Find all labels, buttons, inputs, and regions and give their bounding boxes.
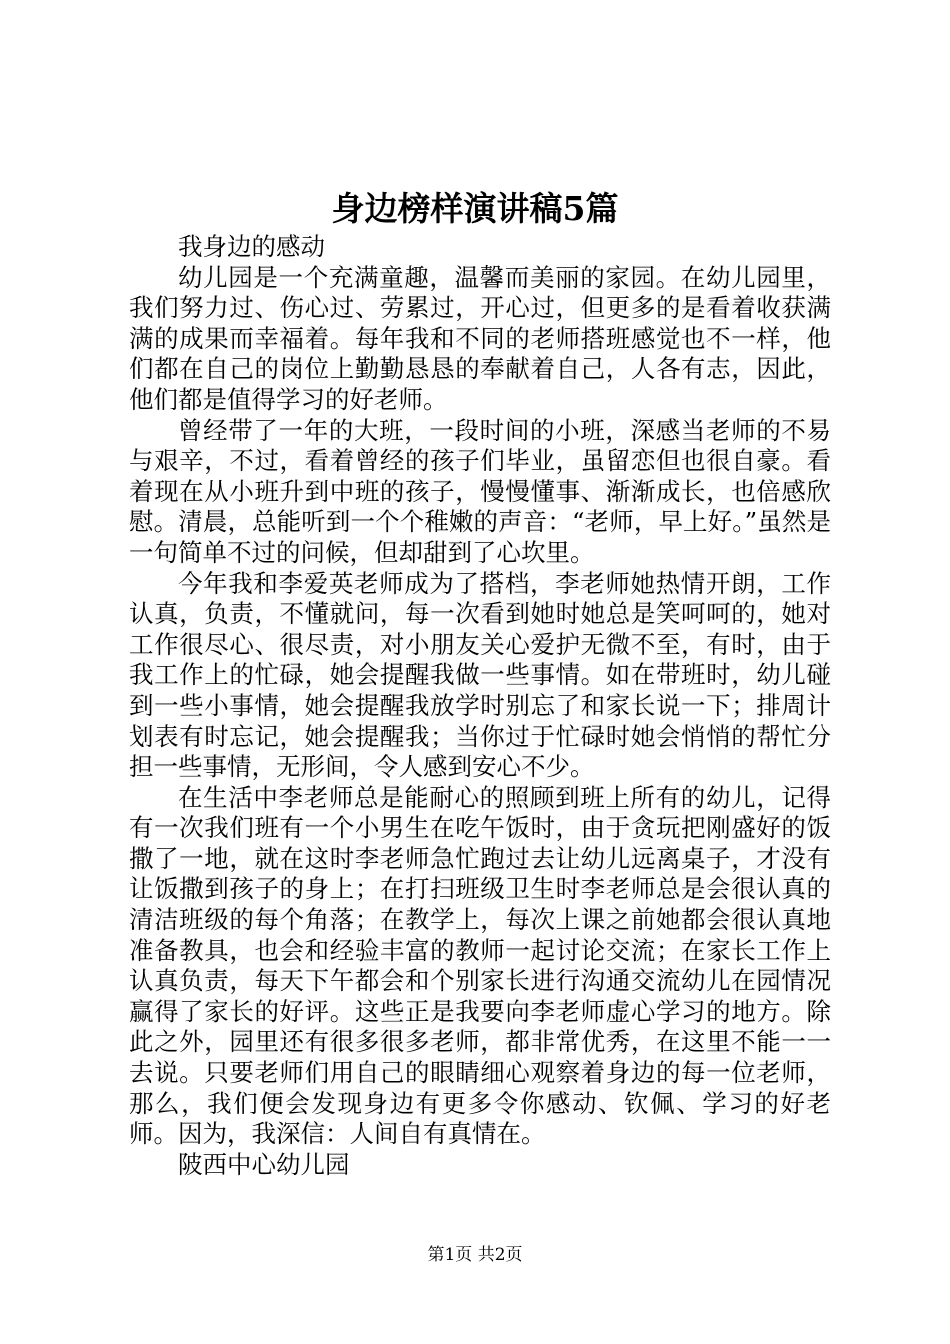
paragraph: 幼儿园是一个充满童趣，温馨而美丽的家园。在幼儿园里，我们努力过、伤心过、劳累过，开心过，但更多的是看着收获满满的成果而幸福着。每年我和不同的老师搭班感觉也不一样，他们都在自己的岗位上勤勤恳恳的奉献着自己，人各有志，因此，他们都是值得学习的好老师。 [129, 262, 831, 414]
page-footer: 第1页 共2页 [427, 1245, 523, 1265]
paragraph: 曾经带了一年的大班，一段时间的小班，深感当老师的不易与艰辛，不过，看着曾经的孩子们毕业，虽留恋但也很自豪。看着现在从小班升到中班的孩子，慢慢懂事、渐渐成长，也倍感欣慰。清晨，总能听到一个个稚嫩的声音：“老师，早上好。”虽然是一句简单不过的问候，但却甜到了心坎里。 [129, 415, 831, 567]
paragraph: 今年我和李爱英老师成为了搭档，李老师她热情开朗，工作认真，负责，不懂就问，每一次看到她时她总是笑呵呵的，她对工作很尽心、很尽责，对小朋友关心爱护无微不至，有时，由于我工作上的忙碌，她会提醒我做一些事情。如在带班时，幼儿碰到一些小事情，她会提醒我放学时别忘了和家长说一下；排周计划表有时忘记，她会提醒我；当你过于忙碌时她会悄悄的帮忙分担一些事情，无形间，令人感到安心不少。 [129, 568, 831, 782]
paragraph-signature: 陂西中心幼儿园 [178, 1149, 350, 1179]
document-body [129, 232, 831, 1180]
paragraph-heading: 我身边的感动 [178, 232, 325, 261]
paragraph: 在生活中李老师总是能耐心的照顾到班上所有的幼儿，记得有一次我们班有一个小男生在吃午饭时，由于贪玩把刚盛好的饭撒了一地，就在这时李老师急忙跑过去让幼儿远离桌子，才没有让饭撒到孩子的身上；在打扫班级卫生时李老师总是会很认真的清洁班级的每个角落；在教学上，每次上课之前她都会很认真地准备教具，也会和经验丰富的教师一起讨论交流；在家长工作上认真负责，每天下午都会和个别家长进行沟通交流幼儿在园情况赢得了家长的好评。这些正是我要向李老师虚心学习的地方。除此之外，园里还有很多很多老师，都非常优秀，在这里不能一一去说。只要老师们用自己的眼睛细心观察着身边的每一位老师，那么，我们便会发现身边有更多令你感动、钦佩、学习的好老师。因为，我深信：人间自有真情在。 [129, 782, 831, 1149]
document-title: 身边榜样演讲稿5篇 [331, 189, 619, 228]
